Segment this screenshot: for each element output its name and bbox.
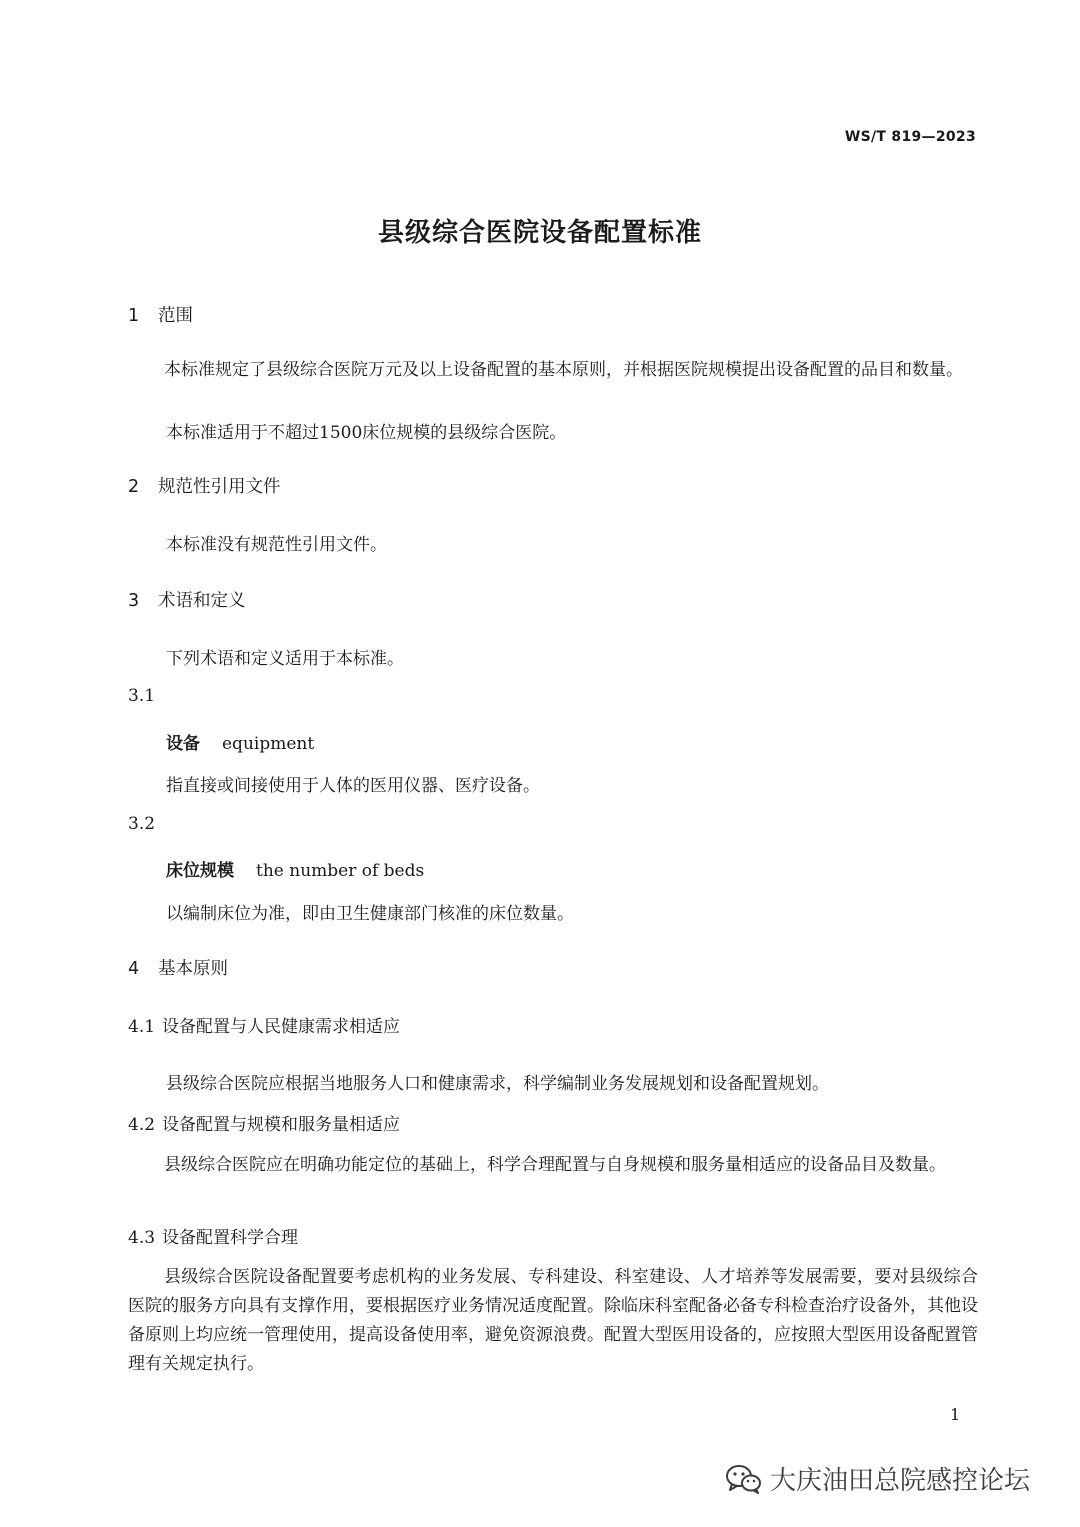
section-1-paragraph-2: 本标准适用于不超过1500床位规模的县级综合医院。: [166, 423, 567, 443]
term-chinese: 床位规模: [166, 861, 234, 881]
document-title: 县级综合医院设备配置标准: [377, 218, 702, 248]
clause-3-1-number: 3.1: [128, 686, 156, 706]
watermark-text: 大庆油田总院感控论坛: [770, 1466, 1031, 1496]
section-4-1-heading: [128, 1012, 400, 1037]
section-number: 4.1: [128, 1017, 156, 1037]
term-3-2-definition: 以编制床位为准，即由卫生健康部门核准的床位数量。: [166, 904, 574, 924]
wechat-icon: [724, 1463, 764, 1495]
watermark: [724, 1460, 1030, 1497]
section-1-heading: [128, 302, 193, 327]
section-3-heading: [128, 587, 246, 612]
section-4-2-heading: [128, 1110, 400, 1135]
section-title: 术语和定义: [158, 591, 246, 611]
standard-code: WS/T 819—2023: [844, 129, 976, 145]
section-number: 4: [128, 959, 140, 979]
section-number: 2: [128, 477, 140, 497]
page-number: 1: [950, 1405, 961, 1424]
term-3-1-definition: 指直接或间接使用于人体的医用仪器、医疗设备。: [166, 776, 540, 796]
section-4-1-paragraph: 县级综合医院应根据当地服务人口和健康需求，科学编制业务发展规划和设备配置规划。: [166, 1074, 829, 1094]
section-3-paragraph: 下列术语和定义适用于本标准。: [166, 649, 404, 669]
term-chinese: 设备: [166, 734, 200, 754]
section-title: 设备配置与规模和服务量相适应: [162, 1115, 400, 1135]
section-2-paragraph: 本标准没有规范性引用文件。: [166, 535, 387, 555]
section-4-3-heading: [128, 1223, 298, 1248]
term-3-2: [166, 856, 424, 881]
section-4-2-paragraph: 县级综合医院应在明确功能定位的基础上，科学合理配置与自身规模和服务量相适应的设备品目及数量。: [164, 1155, 946, 1175]
term-english: equipment: [222, 734, 315, 754]
clause-3-2-number: 3.2: [128, 814, 156, 834]
term-english: the number of beds: [256, 861, 425, 881]
section-2-heading: [128, 473, 281, 498]
section-title: 设备配置与人民健康需求相适应: [162, 1017, 400, 1037]
section-title: 基本原则: [158, 959, 228, 979]
section-4-heading: [128, 955, 228, 980]
section-1-paragraph-1: 本标准规定了县级综合医院万元及以上设备配置的基本原则，并根据医院规模提出设备配置的品目和数量。: [164, 360, 963, 380]
section-title: 规范性引用文件: [158, 477, 281, 497]
section-title: 设备配置科学合理: [162, 1228, 298, 1248]
section-number: 3: [128, 591, 140, 611]
section-number: 4.2: [128, 1115, 156, 1135]
section-4-3-paragraph: 县级综合医院设备配置要考虑机构的业务发展、专科建设、科室建设、人才培养等发展需要，要对县级综合医院的服务方向具有支撑作用，要根据医疗业务情况适度配置。除临床科室配备必备专科检查治疗设备外，其他设备原则上均应统一管理使用，提高设备使用率，避免资源浪费。配置大型医用设备的，应按照大型医用设备配置管理有关规定执行。: [128, 1267, 978, 1374]
section-number: 4.3: [128, 1228, 156, 1248]
term-3-1: [166, 729, 314, 754]
section-title: 范围: [158, 306, 193, 326]
section-number: 1: [128, 306, 140, 326]
